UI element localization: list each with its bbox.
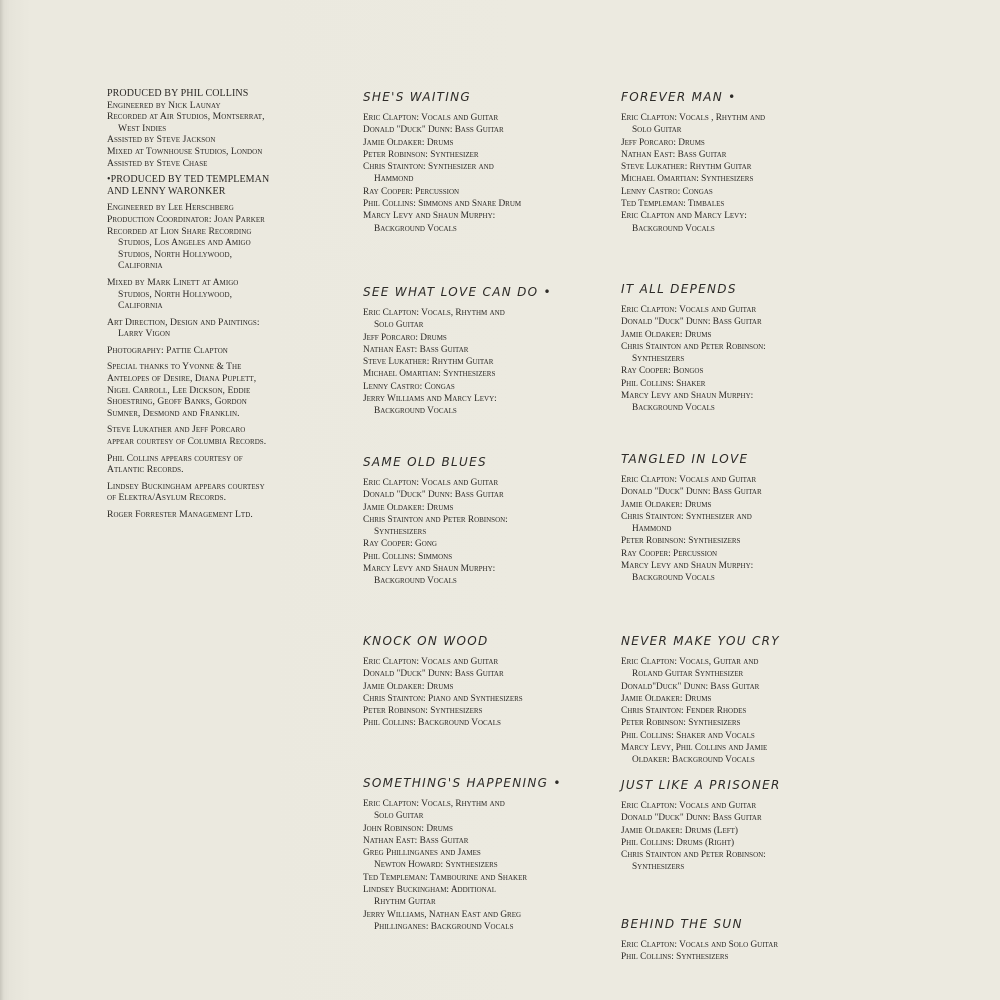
musician-credit: Donald "Duck" Dunn: Bass Guitar <box>363 490 504 501</box>
musician-credit: Eric Clapton: Vocals and Guitar <box>363 478 499 488</box>
credit-line: West Indies <box>118 122 167 134</box>
credit-line: Lindsey Buckingham appears courtesy <box>107 480 265 492</box>
credit-line: Art Direction, Design and Paintings: <box>107 316 260 328</box>
musician-credit: Marcy Levy and Shaun Murphy: <box>363 211 496 222</box>
musician-credit: Solo Guitar <box>374 811 424 822</box>
musician-credit: Peter Robinson: Synthesizers <box>363 706 483 717</box>
credit-line: Sumner, Desmond and Franklin. <box>107 407 240 419</box>
musician-credit: Rhythm Guitar <box>374 897 436 908</box>
musician-credit: Ray Cooper: Percussion <box>621 548 718 559</box>
musician-credit: Jerry Williams and Marcy Levy: <box>363 394 497 405</box>
credit-line: Mixed at Townhouse Studios, London <box>107 145 263 157</box>
song-title: SAME OLD BLUES <box>363 455 487 469</box>
musician-credit: Eric Clapton: Vocals and Guitar <box>621 801 757 811</box>
musician-credit: Jamie Oldaker: Drums <box>363 681 454 692</box>
musician-credit: Background Vocals <box>632 403 715 414</box>
musician-credit: Eric Clapton: Vocals, Guitar and <box>621 657 759 667</box>
credit-line: Roger Forrester Management Ltd. <box>107 509 253 520</box>
musician-credit: Hammond <box>632 524 672 535</box>
song-title: JUST LIKE A PRISONER <box>621 778 781 792</box>
musician-credit: Synthesizers <box>632 862 685 873</box>
musician-credit: Jamie Oldaker: Drums <box>621 693 712 704</box>
musician-credit: Phil Collins: Synthesizers <box>621 952 729 963</box>
musician-credit: Chris Stainton: Synthesizer and <box>621 511 752 522</box>
producer-heading: AND LENNY WARONKER <box>107 185 226 197</box>
musician-credit: Eric Clapton: Vocals and Guitar <box>363 113 499 123</box>
musician-credit: Michael Omartian: Synthesizers <box>363 369 496 380</box>
credit-line: appear courtesy of Columbia Records. <box>107 436 267 448</box>
credit-line: Atlantic Records. <box>107 464 184 476</box>
musician-credit: Jeff Porcaro: Drums <box>363 332 447 343</box>
song-see-what-love-can-do <box>363 285 603 418</box>
musician-credit: Eric Clapton: Vocals and Solo Guitar <box>621 940 778 950</box>
musician-credit: Background Vocals <box>632 573 715 584</box>
musician-credit: Chris Stainton and Peter Robinson: <box>621 850 766 861</box>
musician-credit: Michael Omartian: Synthesizers <box>621 174 754 185</box>
musician-credit: Phillinganes: Background Vocals <box>374 921 514 932</box>
song-never-make-you-cry <box>621 634 861 767</box>
credit-line: Nigel Carroll, Lee Dickson, Eddie <box>107 384 251 396</box>
song-title: BEHIND THE SUN <box>621 917 743 931</box>
musician-credit: Phil Collins: Drums (Right) <box>621 837 735 848</box>
song-knock-on-wood <box>363 634 603 730</box>
musician-credit: Peter Robinson: Synthesizers <box>621 718 741 729</box>
song-tangled-in-love <box>621 452 861 585</box>
musician-credit: Steve Lukather: Rhythm Guitar <box>621 162 752 173</box>
musician-credit: Phil Collins: Shaker and Vocals <box>621 730 755 741</box>
credit-line: Mixed by Mark Linett at Amigo <box>107 276 239 288</box>
song-title: SHE'S WAITING <box>363 90 472 104</box>
production-credits <box>107 88 322 521</box>
credit-line: Studios, Los Angeles and Amigo <box>118 237 251 249</box>
credit-line: Engineered by Nick Launay <box>107 99 221 111</box>
musician-credit: Eric Clapton: Vocals and Guitar <box>621 305 757 315</box>
musician-credit: Donald"Duck" Dunn: Bass Guitar <box>621 681 760 692</box>
credit-line: Larry Vigon <box>118 328 171 340</box>
musician-credit: Oldaker: Background Vocals <box>632 755 755 766</box>
musician-credit: Phil Collins: Simmons <box>363 551 453 562</box>
song-title: SOMETHING'S HAPPENING • <box>363 776 562 790</box>
musician-credit: Solo Guitar <box>632 125 682 136</box>
musician-credit: Jamie Oldaker: Drums (Left) <box>621 825 739 836</box>
musician-credit: Marcy Levy and Shaun Murphy: <box>363 564 496 575</box>
credit-line: California <box>118 260 163 272</box>
credit-line: Recorded at Lion Share Recording <box>107 225 252 237</box>
musician-credit: Newton Howard: Synthesizers <box>374 860 498 871</box>
song-title: KNOCK ON WOOD <box>363 634 489 648</box>
musician-credit: Jamie Oldaker: Drums <box>621 499 712 510</box>
musician-credit: Eric Clapton: Vocals and Guitar <box>621 475 757 485</box>
musician-credit: Peter Robinson: Synthesizers <box>621 536 741 547</box>
song-title: NEVER MAKE YOU CRY <box>621 634 780 648</box>
song-title: FOREVER MAN • <box>621 90 737 104</box>
song-title: SEE WHAT LOVE CAN DO • <box>363 285 552 299</box>
musician-credit: Lindsey Buckingham: Additional <box>363 885 497 896</box>
musician-credit: Jerry Williams, Nathan East and Greg <box>363 909 522 920</box>
musician-credit: Eric Clapton: Vocals, Rhythm and <box>363 799 505 809</box>
musician-credit: Nathan East: Bass Guitar <box>363 835 469 846</box>
song-shes-waiting <box>363 90 603 235</box>
credit-line: Steve Lukather and Jeff Porcaro <box>107 424 246 436</box>
musician-credit: Eric Clapton: Vocals , Rhythm and <box>621 113 766 123</box>
musician-credit: Ray Cooper: Percussion <box>363 186 460 197</box>
musician-credit: Background Vocals <box>632 223 715 234</box>
musician-credit: Donald "Duck" Dunn: Bass Guitar <box>621 813 762 824</box>
credit-line: Photography: Pattie Clapton <box>107 344 228 356</box>
musician-credit: Background Vocals <box>374 406 457 417</box>
musician-credit: Eric Clapton and Marcy Levy: <box>621 211 747 222</box>
musician-credit: Marcy Levy and Shaun Murphy: <box>621 561 754 572</box>
song-title: IT ALL DEPENDS <box>621 282 737 296</box>
credit-line: Shoestring, Geoff Banks, Gordon <box>107 396 247 408</box>
musician-credit: Synthesizers <box>374 527 427 538</box>
musician-credit: Donald "Duck" Dunn: Bass Guitar <box>621 487 762 498</box>
musician-credit: Chris Stainton and Peter Robinson: <box>363 514 508 525</box>
musician-credit: Lenny Castro: Congas <box>621 186 713 197</box>
song-behind-the-sun <box>621 917 861 964</box>
musician-credit: Jeff Porcaro: Drums <box>621 137 705 148</box>
musician-credit: Ted Templeman: Tambourine and Shaker <box>363 872 528 883</box>
musician-credit: Greg Phillinganes and James <box>363 848 481 859</box>
musician-credit: Synthesizers <box>632 354 685 365</box>
musician-credit: Solo Guitar <box>374 320 424 331</box>
musician-credit: Roland Guitar Synthesizer <box>632 669 744 680</box>
musician-credit: Chris Stainton: Synthesizer and <box>363 162 494 173</box>
musician-credit: Donald "Duck" Dunn: Bass Guitar <box>621 317 762 328</box>
musician-credit: Donald "Duck" Dunn: Bass Guitar <box>363 669 504 680</box>
musician-credit: Chris Stainton: Fender Rhodes <box>621 706 747 717</box>
song-somethings-happening <box>363 776 603 933</box>
credit-line: Recorded at Air Studios, Montserrat, <box>107 111 265 123</box>
credit-line: California <box>118 300 163 312</box>
musician-credit: Ted Templeman: Timbales <box>621 199 725 210</box>
musician-credit: Eric Clapton: Vocals, Rhythm and <box>363 308 505 318</box>
musician-credit: Ray Cooper: Bongos <box>621 366 704 377</box>
credit-line: of Elektra/Asylum Records. <box>107 492 227 504</box>
musician-credit: Phil Collins: Simmons and Snare Drum <box>363 199 522 210</box>
credit-line: Antelopes of Desire, Diana Puplett, <box>107 373 257 385</box>
musician-credit: Marcy Levy, Phil Collins and Jamie <box>621 743 768 754</box>
credit-line: Studios, North Hollywood, <box>118 288 233 300</box>
credit-line: Phil Collins appears courtesy of <box>107 452 243 464</box>
musician-credit: Background Vocals <box>374 576 457 587</box>
song-forever-man <box>621 90 861 235</box>
song-same-old-blues <box>363 455 603 588</box>
song-just-like-a-prisoner <box>621 778 861 874</box>
credit-line: Production Coordinator: Joan Parker <box>107 213 265 225</box>
musician-credit: Ray Cooper: Gong <box>363 539 437 550</box>
musician-credit: Marcy Levy and Shaun Murphy: <box>621 391 754 402</box>
credit-line: Studios, North Hollywood, <box>118 248 233 260</box>
musician-credit: Nathan East: Bass Guitar <box>621 149 727 160</box>
musician-credit: John Robinson: Drums <box>363 823 453 834</box>
musician-credit: Phil Collins: Background Vocals <box>363 718 501 729</box>
musician-credit: Chris Stainton and Peter Robinson: <box>621 341 766 352</box>
producer-heading: PRODUCED BY PHIL COLLINS <box>107 88 249 99</box>
song-title: TANGLED IN LOVE <box>621 452 749 466</box>
sleeve-edge <box>0 0 4 1000</box>
musician-credit: Eric Clapton: Vocals and Guitar <box>363 657 499 667</box>
musician-credit: Chris Stainton: Piano and Synthesizers <box>363 693 523 704</box>
musician-credit: Donald "Duck" Dunn: Bass Guitar <box>363 125 504 136</box>
musician-credit: Jamie Oldaker: Drums <box>363 502 454 513</box>
musician-credit: Background Vocals <box>374 223 457 234</box>
musician-credit: Lenny Castro: Congas <box>363 381 455 392</box>
song-it-all-depends <box>621 282 861 415</box>
musician-credit: Hammond <box>374 174 414 185</box>
musician-credit: Steve Lukather: Rhythm Guitar <box>363 357 494 368</box>
credit-line: Assisted by Steve Chase <box>107 157 208 169</box>
musician-credit: Peter Robinson: Synthesizer <box>363 149 479 160</box>
musician-credit: Nathan East: Bass Guitar <box>363 344 469 355</box>
musician-credit: Jamie Oldaker: Drums <box>621 329 712 340</box>
musician-credit: Phil Collins: Shaker <box>621 378 706 389</box>
credit-line: Special thanks to Yvonne & The <box>107 361 242 373</box>
producer-heading: •PRODUCED BY TED TEMPLEMAN <box>107 174 270 186</box>
credit-line: Assisted by Steve Jackson <box>107 134 216 146</box>
musician-credit: Jamie Oldaker: Drums <box>363 137 454 148</box>
credit-line: Engineered by Lee Herschberg <box>107 202 234 214</box>
